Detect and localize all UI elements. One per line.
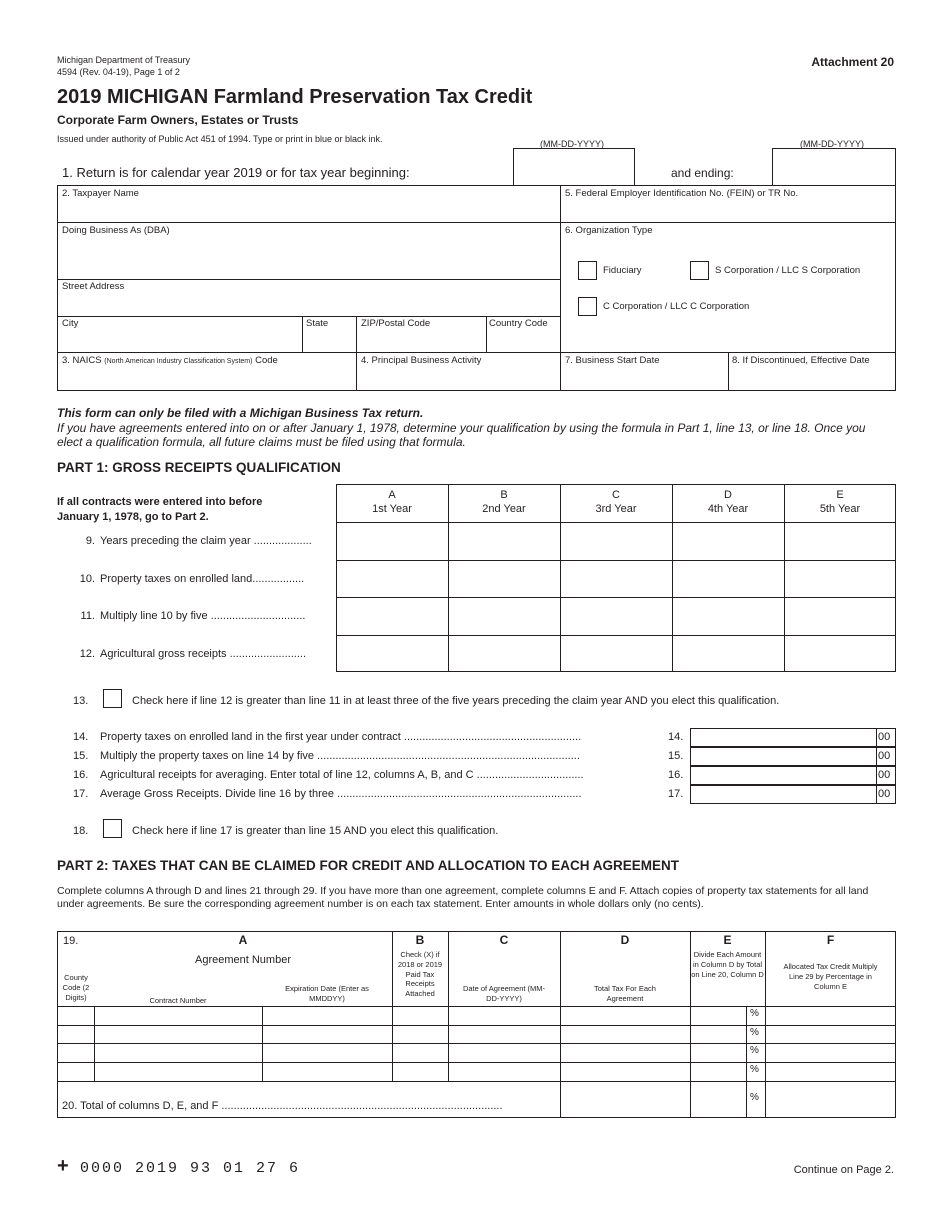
part1-cell-input[interactable] <box>561 561 671 597</box>
authority-note: Issued under authority of Public Act 451 of 1994. Type or print in blue or black ink. <box>57 134 383 144</box>
fiduciary-label: Fiduciary <box>603 265 642 276</box>
line-18-label: Check here if line 17 is greater than line 15 AND you elect this qualification. <box>132 825 499 837</box>
s-corp-label: S Corporation / LLC S Corporation <box>715 265 861 276</box>
part1-row-label: Multiply line 10 by five ............................... <box>100 610 306 622</box>
line-ref: 14. <box>668 731 684 743</box>
part1-title: PART 1: GROSS RECEIPTS QUALIFICATION <box>57 460 341 475</box>
part1-cell-input[interactable] <box>337 598 447 634</box>
part1-col-header <box>672 488 784 516</box>
cents-label: 00 <box>878 731 891 743</box>
part1-row-label: Years preceding the claim year ................... <box>100 535 312 547</box>
part1-cell-input[interactable] <box>337 523 447 559</box>
col-year-label: 2nd Year <box>482 503 526 515</box>
col-letter: B <box>500 489 508 501</box>
dba-field[interactable]: Doing Business As (DBA) <box>62 225 170 236</box>
line-13-number: 13. <box>73 695 89 707</box>
attachment-number: Attachment 20 <box>811 55 894 69</box>
pct-sign: % <box>750 1027 759 1038</box>
cents-label: 00 <box>878 788 891 800</box>
fein-field[interactable]: 5. Federal Employer Identification No. (FEIN) or TR No. <box>565 188 799 199</box>
part1-cell-input[interactable] <box>785 598 895 634</box>
part1-row-number: 10. <box>79 572 95 585</box>
col-a-subtitle: Agreement Number <box>195 954 291 966</box>
part1-cell-input[interactable] <box>449 598 559 634</box>
part1-row-number: 11. <box>80 610 95 622</box>
line-ref: 17. <box>668 788 684 800</box>
cents-label: 00 <box>878 769 891 781</box>
street-address-field[interactable]: Street Address <box>62 281 125 292</box>
zip-field[interactable]: ZIP/Postal Code <box>361 318 431 329</box>
col-letter: C <box>612 489 620 501</box>
line-18-number: 18. <box>73 825 89 837</box>
principal-activity-field[interactable]: 4. Principal Business Activity <box>361 355 482 366</box>
part1-cell-input[interactable] <box>561 598 671 634</box>
line-13-label: Check here if line 12 is greater than line 11 in at least three of the five years preceding the claim year AND you elect this qualification. <box>132 695 780 707</box>
line-ref: 16. <box>668 769 684 781</box>
part1-cell-input[interactable] <box>673 636 783 672</box>
col-year-label: 3rd Year <box>595 503 637 515</box>
part1-intro: If all contracts were entered into before January 1, 1978, go to Part 2. <box>57 496 263 523</box>
col-letter: A <box>388 489 396 501</box>
discontinued-date-field[interactable]: 8. If Discontinued, Effective Date <box>732 355 870 366</box>
part1-col-header <box>448 488 560 516</box>
part1-row-number: 12. <box>79 647 95 660</box>
col-d-subtitle: Total Tax For Each Agreement <box>594 984 656 1003</box>
col-b-subtitle: Check (X) if 2018 or 2019 Paid Tax Receipts Attached <box>397 950 443 999</box>
part2-instructions: Complete columns A through D and lines 21 through 29. If you have more than one agreement, complete columns E and F. Attach copies of property tax statements for all land under agreements. Be sure the corresponding agreement number is on each tax statement. Enter amounts in whole dollars only (no cents). <box>57 885 869 910</box>
col-letter: E <box>836 489 844 501</box>
state-field[interactable]: State <box>306 318 329 329</box>
part1-cell-input[interactable] <box>561 523 671 559</box>
pct-sign: % <box>750 1092 759 1103</box>
line-19-number: 19. <box>63 935 79 947</box>
end-date-format: (MM-DD-YYYY) <box>800 139 864 149</box>
pct-sign: % <box>750 1064 759 1075</box>
form-barcode-number: 0000 2019 93 01 27 6 <box>80 1160 301 1177</box>
amount-input[interactable] <box>690 766 896 785</box>
line-13-checkbox[interactable] <box>103 689 122 708</box>
s-corp-checkbox[interactable] <box>690 261 709 280</box>
form-revision: 4594 (Rev. 04-19), Page 1 of 2 <box>57 67 180 77</box>
part1-cell-input[interactable] <box>561 636 671 672</box>
notice-italic: If you have agreements entered into on or after January 1, 1978, determine your qualification by using the formula in Part 1, line 13, or line 18. Once you elect a qualification formula, all future claims must be filed using that formula. <box>57 421 866 449</box>
line-number: 17. <box>73 788 89 800</box>
form-title: 2019 MICHIGAN Farmland Preservation Tax Credit <box>57 86 533 108</box>
line-label: Agricultural receipts for averaging. Enter total of line 12, columns A, B, and C ................................... <box>100 769 584 781</box>
part2-title: PART 2: TAXES THAT CAN BE CLAIMED FOR CREDIT AND ALLOCATION TO EACH AGREEMENT <box>57 858 679 873</box>
line-label: Average Gross Receipts. Divide line 16 by three ................................................................................ <box>100 788 582 800</box>
plus-mark: + <box>57 1155 69 1177</box>
part1-cell-input[interactable] <box>785 636 895 672</box>
col-letter: D <box>724 489 732 501</box>
end-date-input[interactable] <box>772 148 896 186</box>
part1-cell-input[interactable] <box>673 561 783 597</box>
city-field[interactable]: City <box>62 318 79 329</box>
line-20-label: 20. Total of columns D, E, and F ............................................................................................ <box>62 1100 503 1112</box>
line-number: 14. <box>73 731 89 743</box>
dept-name: Michigan Department of Treasury <box>57 55 191 65</box>
col-e-letter: E <box>723 933 732 947</box>
country-code-field[interactable]: Country Code <box>489 318 548 329</box>
line-ref: 15. <box>668 750 684 762</box>
part1-cell-input[interactable] <box>673 598 783 634</box>
line-18-checkbox[interactable] <box>103 819 122 838</box>
notice-bold: This form can only be filed with a Michigan Business Tax return. <box>57 406 424 420</box>
line-label: Property taxes on enrolled land in the first year under contract .......................................................... <box>100 731 582 743</box>
part1-col-header <box>784 488 896 516</box>
part1-col-header <box>336 488 448 516</box>
line-number: 15. <box>73 750 89 762</box>
part1-cell-input[interactable] <box>449 636 559 672</box>
begin-date-input[interactable] <box>513 148 635 186</box>
begin-date-format: (MM-DD-YYYY) <box>540 139 604 149</box>
expiration-date-header: Expiration Date (Enter as MMDDYY) <box>285 984 369 1003</box>
contract-number-header: Contract Number <box>149 996 207 1005</box>
naics-field[interactable]: 3. NAICS (North American Industry Classification System) Code <box>62 355 278 366</box>
col-c-letter: C <box>499 933 509 947</box>
c-corp-checkbox[interactable] <box>578 297 597 316</box>
part1-cell-input[interactable] <box>449 561 559 597</box>
col-year-label: 4th Year <box>707 503 749 515</box>
c-corp-label: C Corporation / LLC C Corporation <box>603 301 750 312</box>
form-subtitle: Corporate Farm Owners, Estates or Trusts <box>57 113 299 127</box>
org-type-label: 6. Organization Type <box>565 225 653 236</box>
part1-cell-input[interactable] <box>337 561 447 597</box>
business-start-date-field[interactable]: 7. Business Start Date <box>565 355 660 366</box>
county-code-header: County Code (2 Digits) <box>62 973 90 1002</box>
part1-cell-input[interactable] <box>785 561 895 597</box>
col-a-letter: A <box>238 933 248 947</box>
line-number: 16. <box>73 769 89 781</box>
part1-cell-input[interactable] <box>449 523 559 559</box>
col-year-label: 5th Year <box>819 503 861 515</box>
part1-row-number: 9. <box>85 535 95 547</box>
continue-note: Continue on Page 2. <box>793 1164 894 1176</box>
pct-sign: % <box>750 1045 759 1056</box>
amount-input[interactable] <box>690 747 896 766</box>
line-1-label: 1. Return is for calendar year 2019 or for tax year beginning: <box>62 165 410 180</box>
fiduciary-checkbox[interactable] <box>578 261 597 280</box>
and-ending-label: and ending: <box>671 166 734 180</box>
col-year-label: 1st Year <box>372 503 412 515</box>
col-c-subtitle: Date of Agreement (MM-DD-YYYY) <box>462 984 546 1003</box>
pct-sign: % <box>750 1008 759 1019</box>
cents-label: 00 <box>878 750 891 762</box>
col-b-letter: B <box>415 933 425 947</box>
taxpayer-name-field[interactable]: 2. Taxpayer Name <box>62 188 139 199</box>
amount-input[interactable] <box>690 728 896 747</box>
amount-input[interactable] <box>690 785 896 804</box>
part1-row-label: Property taxes on enrolled land................. <box>100 572 305 585</box>
part1-cell-input[interactable] <box>673 523 783 559</box>
part1-row-label: Agricultural gross receipts ......................... <box>100 647 307 660</box>
col-f-subtitle: Allocated Tax Credit Multiply Line 29 by Percentage in Column E <box>783 962 878 991</box>
part1-cell-input[interactable] <box>785 523 895 559</box>
part1-cell-input[interactable] <box>337 636 447 672</box>
line-label: Multiply the property taxes on line 14 by five ...................................................................................... <box>100 750 580 762</box>
col-e-subtitle: Divide Each Amount in Column D by Total on Line 20, Column D <box>691 950 764 979</box>
col-d-letter: D <box>620 933 630 947</box>
col-f-letter: F <box>826 933 835 947</box>
part1-col-header <box>560 488 672 516</box>
